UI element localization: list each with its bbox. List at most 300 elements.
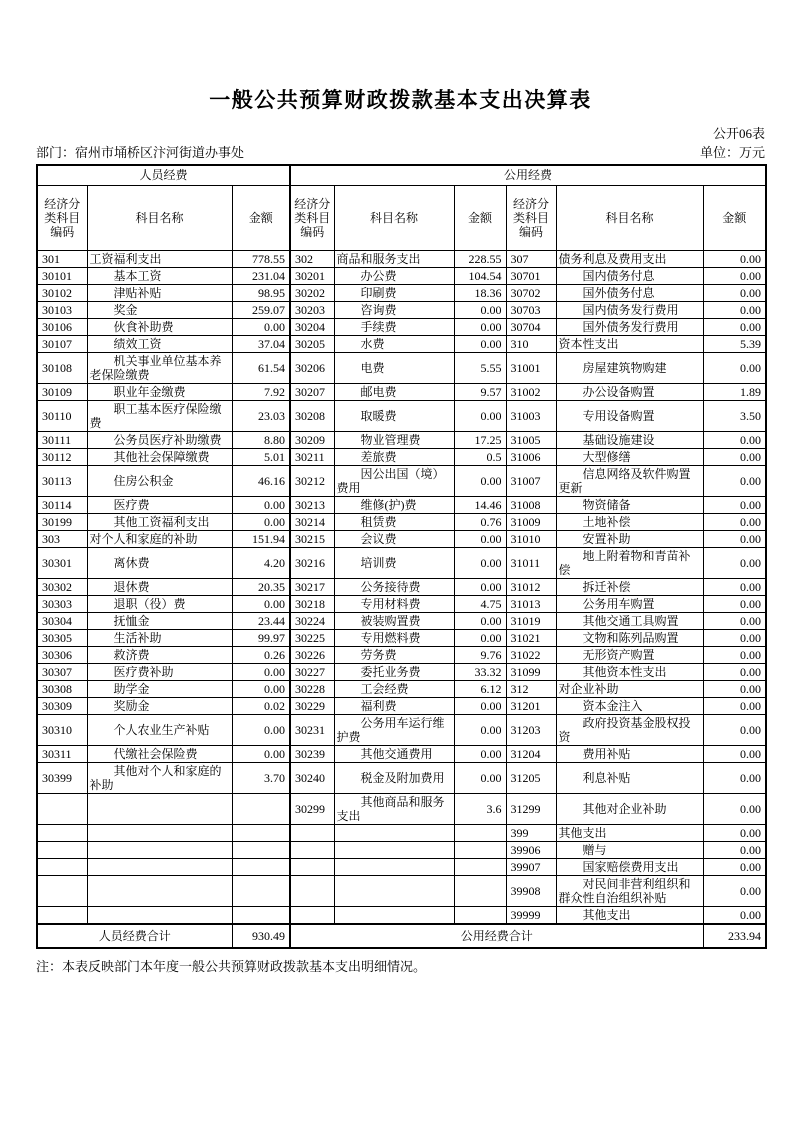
code-cell [37, 875, 87, 906]
amount-cell: 0.00 [454, 530, 506, 547]
name-cell: 培训费 [334, 547, 454, 578]
name-cell [334, 824, 454, 841]
name-cell: 赠与 [556, 841, 703, 858]
code-cell: 30306 [37, 646, 87, 663]
amount-cell: 228.55 [454, 250, 506, 267]
amount-cell [232, 793, 290, 824]
amount-cell: 0.00 [454, 612, 506, 629]
name-cell [87, 858, 232, 875]
table-row [37, 824, 766, 841]
personnel-total-value: 930.49 [232, 924, 290, 948]
code-cell [37, 824, 87, 841]
footnote: 注：本表反映部门本年度一般公共预算财政拨款基本支出明细情况。 [36, 958, 427, 974]
table-row [37, 496, 766, 513]
column-header: 经济分类科目编码 [290, 185, 334, 250]
name-cell [334, 906, 454, 924]
name-cell: 邮电费 [334, 383, 454, 400]
name-cell: 费用补贴 [556, 745, 703, 762]
amount-cell: 0.00 [703, 513, 766, 530]
code-cell: 30110 [37, 400, 87, 431]
code-cell: 31005 [506, 431, 556, 448]
name-cell: 基本工资 [87, 267, 232, 284]
name-cell: 国外债务发行费用 [556, 318, 703, 335]
name-cell: 退职（役）费 [87, 595, 232, 612]
name-cell: 公务用车运行维护费 [334, 714, 454, 745]
code-cell: 30102 [37, 284, 87, 301]
name-cell: 商品和服务支出 [334, 250, 454, 267]
name-cell: 国内债务付息 [556, 267, 703, 284]
amount-cell: 0.00 [703, 714, 766, 745]
amount-cell: 23.03 [232, 400, 290, 431]
amount-cell: 98.95 [232, 284, 290, 301]
code-cell: 30202 [290, 284, 334, 301]
amount-cell: 0.00 [454, 578, 506, 595]
name-cell: 其他对个人和家庭的补助 [87, 762, 232, 793]
name-cell: 债务利息及费用支出 [556, 250, 703, 267]
amount-cell: 0.00 [703, 858, 766, 875]
column-header: 金额 [454, 185, 506, 250]
table-row [37, 383, 766, 400]
page-title: 一般公共预算财政拨款基本支出决算表 [209, 89, 592, 112]
name-cell [334, 858, 454, 875]
name-cell: 救济费 [87, 646, 232, 663]
name-cell: 公务用车购置 [556, 595, 703, 612]
amount-cell: 18.36 [454, 284, 506, 301]
amount-cell: 0.00 [232, 714, 290, 745]
name-cell: 公务接待费 [334, 578, 454, 595]
name-cell: 国外债务付息 [556, 284, 703, 301]
name-cell: 机关事业单位基本养老保险缴费 [87, 352, 232, 383]
name-cell [87, 841, 232, 858]
amount-cell: 5.39 [703, 335, 766, 352]
name-cell: 抚恤金 [87, 612, 232, 629]
amount-cell: 0.00 [454, 335, 506, 352]
amount-cell: 3.50 [703, 400, 766, 431]
amount-cell: 0.00 [703, 793, 766, 824]
name-cell: 税金及附加费用 [334, 762, 454, 793]
amount-cell: 0.26 [232, 646, 290, 663]
table-row [37, 431, 766, 448]
amount-cell: 5.01 [232, 448, 290, 465]
code-cell [37, 906, 87, 924]
amount-cell: 20.35 [232, 578, 290, 595]
code-cell: 30704 [506, 318, 556, 335]
code-cell: 30239 [290, 745, 334, 762]
code-cell: 31011 [506, 547, 556, 578]
name-cell: 生活补助 [87, 629, 232, 646]
name-cell: 医疗费补助 [87, 663, 232, 680]
amount-cell: 0.00 [454, 697, 506, 714]
name-cell: 其他工资福利支出 [87, 513, 232, 530]
table-row [37, 646, 766, 663]
amount-cell: 0.00 [454, 745, 506, 762]
code-cell: 30209 [290, 431, 334, 448]
code-cell: 30218 [290, 595, 334, 612]
table-row [37, 595, 766, 612]
amount-cell: 4.75 [454, 595, 506, 612]
code-cell: 30304 [37, 612, 87, 629]
budget-table [36, 164, 767, 949]
name-cell: 对企业补助 [556, 680, 703, 697]
name-cell: 伙食补助费 [87, 318, 232, 335]
name-cell: 安置补助 [556, 530, 703, 547]
amount-cell: 0.00 [703, 431, 766, 448]
name-cell: 劳务费 [334, 646, 454, 663]
amount-cell: 61.54 [232, 352, 290, 383]
code-cell: 30224 [290, 612, 334, 629]
amount-cell [232, 875, 290, 906]
amount-cell: 0.76 [454, 513, 506, 530]
code-cell: 30308 [37, 680, 87, 697]
code-cell: 30702 [506, 284, 556, 301]
code-cell: 31013 [506, 595, 556, 612]
table-row [37, 547, 766, 578]
amount-cell: 0.00 [454, 714, 506, 745]
amount-cell: 0.00 [232, 680, 290, 697]
code-cell [290, 858, 334, 875]
amount-cell: 0.00 [454, 762, 506, 793]
name-cell: 办公设备购置 [556, 383, 703, 400]
code-cell: 30310 [37, 714, 87, 745]
name-cell: 医疗费 [87, 496, 232, 513]
name-cell: 公务员医疗补助缴费 [87, 431, 232, 448]
name-cell: 信息网络及软件购置更新 [556, 465, 703, 496]
name-cell [334, 875, 454, 906]
code-cell: 31019 [506, 612, 556, 629]
code-cell: 30226 [290, 646, 334, 663]
amount-cell: 0.00 [454, 629, 506, 646]
code-cell: 30108 [37, 352, 87, 383]
amount-cell: 0.00 [703, 745, 766, 762]
code-cell: 31205 [506, 762, 556, 793]
column-header: 科目名称 [87, 185, 232, 250]
code-cell: 31022 [506, 646, 556, 663]
amount-cell [454, 906, 506, 924]
amount-cell: 5.55 [454, 352, 506, 383]
code-cell [37, 841, 87, 858]
code-cell: 31007 [506, 465, 556, 496]
amount-cell: 0.00 [232, 745, 290, 762]
code-cell: 30206 [290, 352, 334, 383]
name-cell: 专用材料费 [334, 595, 454, 612]
code-cell: 30101 [37, 267, 87, 284]
code-cell: 31203 [506, 714, 556, 745]
code-cell: 30228 [290, 680, 334, 697]
name-cell: 电费 [334, 352, 454, 383]
group-header-row [37, 165, 766, 185]
table-row [37, 680, 766, 697]
amount-cell [454, 824, 506, 841]
amount-cell: 0.00 [703, 646, 766, 663]
name-cell: 退休费 [87, 578, 232, 595]
code-cell: 30114 [37, 496, 87, 513]
amount-cell: 0.00 [454, 400, 506, 431]
code-cell: 310 [506, 335, 556, 352]
amount-cell: 17.25 [454, 431, 506, 448]
amount-cell: 14.46 [454, 496, 506, 513]
code-cell: 31009 [506, 513, 556, 530]
column-header-row [37, 185, 766, 250]
amount-cell [232, 841, 290, 858]
code-cell: 31002 [506, 383, 556, 400]
amount-cell: 0.00 [232, 513, 290, 530]
amount-cell: 0.00 [232, 318, 290, 335]
name-cell: 印刷费 [334, 284, 454, 301]
table-row [37, 335, 766, 352]
name-cell: 对个人和家庭的补助 [87, 530, 232, 547]
amount-cell: 0.00 [703, 318, 766, 335]
code-cell: 31021 [506, 629, 556, 646]
name-cell: 国家赔偿费用支出 [556, 858, 703, 875]
code-cell: 30703 [506, 301, 556, 318]
code-cell: 30399 [37, 762, 87, 793]
amount-cell: 0.00 [703, 448, 766, 465]
name-cell: 文物和陈列品购置 [556, 629, 703, 646]
table-row [37, 875, 766, 906]
amount-cell: 3.70 [232, 762, 290, 793]
amount-cell [232, 858, 290, 875]
name-cell: 会议费 [334, 530, 454, 547]
amount-cell: 0.00 [703, 906, 766, 924]
code-cell: 312 [506, 680, 556, 697]
code-cell [37, 793, 87, 824]
amount-cell: 259.07 [232, 301, 290, 318]
name-cell: 取暖费 [334, 400, 454, 431]
table-row [37, 663, 766, 680]
table-row [37, 250, 766, 267]
code-cell: 30204 [290, 318, 334, 335]
amount-cell: 0.00 [703, 841, 766, 858]
code-cell: 30112 [37, 448, 87, 465]
name-cell: 政府投资基金股权投资 [556, 714, 703, 745]
table-row [37, 841, 766, 858]
code-cell: 30225 [290, 629, 334, 646]
total-row [37, 924, 766, 948]
name-cell: 资本性支出 [556, 335, 703, 352]
code-cell: 30240 [290, 762, 334, 793]
amount-cell: 8.80 [232, 431, 290, 448]
code-cell: 30211 [290, 448, 334, 465]
table-body [37, 250, 766, 924]
code-cell: 39999 [506, 906, 556, 924]
code-cell [37, 858, 87, 875]
name-cell: 其他资本性支出 [556, 663, 703, 680]
table-row [37, 762, 766, 793]
code-cell: 31001 [506, 352, 556, 383]
amount-cell: 46.16 [232, 465, 290, 496]
amount-cell: 151.94 [232, 530, 290, 547]
amount-cell: 23.44 [232, 612, 290, 629]
table-row [37, 400, 766, 431]
name-cell: 工会经费 [334, 680, 454, 697]
amount-cell: 1.89 [703, 383, 766, 400]
name-cell: 其他社会保障缴费 [87, 448, 232, 465]
code-cell [290, 824, 334, 841]
column-header: 科目名称 [556, 185, 703, 250]
code-cell: 30299 [290, 793, 334, 824]
amount-cell: 0.00 [454, 318, 506, 335]
name-cell: 咨询费 [334, 301, 454, 318]
code-cell: 39906 [506, 841, 556, 858]
code-cell: 30203 [290, 301, 334, 318]
amount-cell: 0.00 [703, 496, 766, 513]
code-cell: 30212 [290, 465, 334, 496]
column-header: 金额 [232, 185, 290, 250]
code-cell: 30213 [290, 496, 334, 513]
name-cell: 代缴社会保险费 [87, 745, 232, 762]
name-cell: 其他交通费用 [334, 745, 454, 762]
amount-cell: 33.32 [454, 663, 506, 680]
name-cell: 专用设备购置 [556, 400, 703, 431]
code-cell: 31201 [506, 697, 556, 714]
amount-cell: 0.00 [703, 762, 766, 793]
code-cell: 31006 [506, 448, 556, 465]
amount-cell: 0.00 [232, 496, 290, 513]
amount-cell: 0.00 [232, 595, 290, 612]
amount-cell: 0.00 [703, 578, 766, 595]
amount-cell [454, 875, 506, 906]
amount-cell: 7.92 [232, 383, 290, 400]
name-cell: 国内债务发行费用 [556, 301, 703, 318]
name-cell: 维修(护)费 [334, 496, 454, 513]
name-cell: 其他支出 [556, 824, 703, 841]
name-cell: 工资福利支出 [87, 250, 232, 267]
amount-cell: 0.00 [703, 663, 766, 680]
amount-cell: 0.00 [232, 663, 290, 680]
name-cell: 资本金注入 [556, 697, 703, 714]
amount-cell: 0.00 [703, 547, 766, 578]
code-cell: 30207 [290, 383, 334, 400]
name-cell: 职业年金缴费 [87, 383, 232, 400]
name-cell: 助学金 [87, 680, 232, 697]
name-cell: 无形资产购置 [556, 646, 703, 663]
name-cell: 大型修缮 [556, 448, 703, 465]
code-cell: 30217 [290, 578, 334, 595]
table-row [37, 793, 766, 824]
code-cell: 31003 [506, 400, 556, 431]
amount-cell: 0.00 [454, 301, 506, 318]
code-cell: 31299 [506, 793, 556, 824]
code-cell: 30201 [290, 267, 334, 284]
code-cell: 30303 [37, 595, 87, 612]
table-row [37, 578, 766, 595]
amount-cell: 6.12 [454, 680, 506, 697]
amount-cell: 0.00 [454, 465, 506, 496]
code-cell: 30307 [37, 663, 87, 680]
name-cell: 奖金 [87, 301, 232, 318]
code-cell: 30103 [37, 301, 87, 318]
code-cell: 30214 [290, 513, 334, 530]
name-cell: 绩效工资 [87, 335, 232, 352]
amount-cell: 0.00 [703, 595, 766, 612]
amount-cell: 9.57 [454, 383, 506, 400]
code-cell [290, 906, 334, 924]
code-cell: 30302 [37, 578, 87, 595]
name-cell: 委托业务费 [334, 663, 454, 680]
table-row [37, 352, 766, 383]
table-row [37, 284, 766, 301]
code-cell: 31012 [506, 578, 556, 595]
amount-cell: 0.5 [454, 448, 506, 465]
name-cell: 土地补偿 [556, 513, 703, 530]
table-row [37, 267, 766, 284]
name-cell: 拆迁补偿 [556, 578, 703, 595]
code-cell: 30111 [37, 431, 87, 448]
name-cell: 租赁费 [334, 513, 454, 530]
code-cell: 30701 [506, 267, 556, 284]
column-header: 科目名称 [334, 185, 454, 250]
code-cell [290, 875, 334, 906]
group-header-personnel: 人员经费 [37, 165, 290, 185]
name-cell: 其他商品和服务支出 [334, 793, 454, 824]
amount-cell: 9.76 [454, 646, 506, 663]
name-cell: 房屋建筑物购建 [556, 352, 703, 383]
amount-cell: 0.02 [232, 697, 290, 714]
code-cell: 30216 [290, 547, 334, 578]
code-cell [290, 841, 334, 858]
amount-cell: 0.00 [454, 547, 506, 578]
name-cell [87, 906, 232, 924]
table-row [37, 697, 766, 714]
name-cell: 物业管理费 [334, 431, 454, 448]
name-cell: 因公出国（境）费用 [334, 465, 454, 496]
name-cell: 其他支出 [556, 906, 703, 924]
name-cell: 津贴补贴 [87, 284, 232, 301]
table-row [37, 906, 766, 924]
group-header-public: 公用经费 [290, 165, 766, 185]
code-cell: 301 [37, 250, 87, 267]
code-cell: 30227 [290, 663, 334, 680]
name-cell: 奖励金 [87, 697, 232, 714]
amount-cell: 4.20 [232, 547, 290, 578]
amount-cell: 0.00 [703, 612, 766, 629]
table-row [37, 513, 766, 530]
code-cell: 302 [290, 250, 334, 267]
code-cell: 31010 [506, 530, 556, 547]
code-cell: 30305 [37, 629, 87, 646]
amount-cell: 0.00 [703, 465, 766, 496]
amount-cell [454, 841, 506, 858]
amount-cell: 231.04 [232, 267, 290, 284]
code-cell: 31008 [506, 496, 556, 513]
code-cell: 30205 [290, 335, 334, 352]
name-cell: 办公费 [334, 267, 454, 284]
name-cell: 水费 [334, 335, 454, 352]
table-row [37, 745, 766, 762]
name-cell: 职工基本医疗保险缴费 [87, 400, 232, 431]
amount-cell: 778.55 [232, 250, 290, 267]
table-row [37, 301, 766, 318]
public-total-value: 233.94 [703, 924, 766, 948]
amount-cell: 0.00 [703, 875, 766, 906]
code-cell: 30113 [37, 465, 87, 496]
amount-cell: 0.00 [703, 530, 766, 547]
code-cell: 30109 [37, 383, 87, 400]
code-cell: 303 [37, 530, 87, 547]
code-cell: 307 [506, 250, 556, 267]
code-cell: 30231 [290, 714, 334, 745]
name-cell: 其他对企业补助 [556, 793, 703, 824]
table-row [37, 318, 766, 335]
amount-cell [454, 858, 506, 875]
amount-cell: 0.00 [703, 301, 766, 318]
department-label: 部门：宿州市埇桥区汴河街道办事处 [36, 145, 245, 160]
code-cell: 30106 [37, 318, 87, 335]
unit-label: 单位：万元 [699, 145, 765, 160]
column-header: 经济分类科目编码 [506, 185, 556, 250]
table-row [37, 612, 766, 629]
name-cell [87, 793, 232, 824]
